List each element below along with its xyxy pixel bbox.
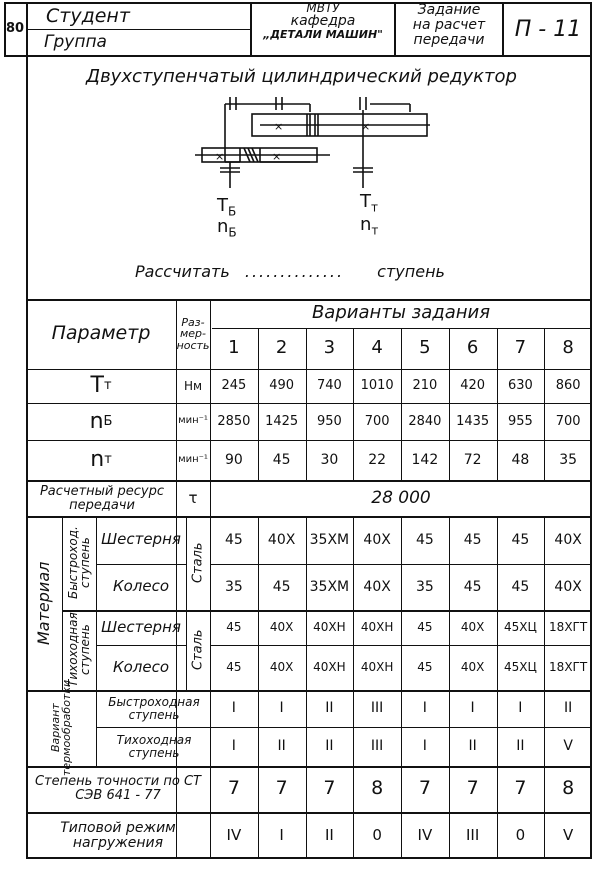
variant-header-7: 7 — [514, 337, 527, 359]
cell-heat-slow-8: V — [563, 738, 573, 755]
cell-tt-5: 210 — [412, 378, 438, 394]
cell-mode-7: 0 — [515, 825, 526, 844]
slow-gear-label: Шестерня — [101, 617, 181, 636]
cell-nb-5: 2840 — [408, 413, 442, 429]
cell-accuracy-3: 7 — [323, 777, 336, 800]
task-line-2: на расчет — [412, 17, 486, 33]
cell-fast-gear-6: 45 — [463, 531, 482, 548]
cell-slow-gear-4: 40ХН — [360, 620, 394, 635]
cell-slow-wheel-7: 45ХЦ — [503, 660, 537, 675]
cell-nb-4: 700 — [364, 413, 390, 429]
cell-tt-2: 490 — [269, 378, 295, 394]
cell-fast-wheel-8: 40Х — [554, 578, 582, 595]
cell-fast-gear-3: 35ХМ — [309, 531, 350, 548]
svg-text:×: × — [215, 150, 225, 163]
stage-label: ступень — [377, 262, 445, 281]
svg-text:×: × — [272, 150, 282, 163]
dept-line-3: „ДЕТАЛИ МАШИН" — [263, 28, 383, 41]
cell-tt-3: 740 — [316, 378, 342, 394]
cell-slow-gear-8: 18ХГТ — [549, 620, 588, 635]
gearbox-schematic — [190, 92, 440, 192]
cell-fast-gear-2: 40Х — [267, 531, 296, 548]
cell-heat-fast-7: I — [518, 700, 523, 717]
cell-heat-slow-4: III — [370, 738, 384, 755]
cell-heat-fast-6: I — [470, 700, 475, 717]
cell-slow-gear-2: 40Х — [269, 620, 294, 635]
cell-fast-gear-8: 40Х — [554, 531, 582, 548]
cell-nt-4: 22 — [368, 451, 387, 468]
cell-mode-8: V — [562, 825, 574, 844]
cell-slow-gear-1: 45 — [226, 620, 242, 635]
cell-nt-7: 48 — [511, 451, 530, 468]
cell-accuracy-5: 7 — [418, 777, 431, 800]
cell-nt-2: 45 — [272, 451, 291, 468]
cell-fast-gear-1: 45 — [224, 531, 243, 548]
department-block — [252, 2, 394, 41]
variant-header-6: 6 — [466, 337, 479, 359]
row-label-tt: T т — [90, 373, 112, 399]
resource-unit: τ — [188, 488, 198, 507]
cell-tt-6: 420 — [460, 378, 486, 394]
slow-wheel-label: Колесо — [112, 657, 170, 676]
cell-nt-6: 72 — [463, 451, 482, 468]
dept-line-1: МВТУ — [306, 1, 340, 15]
cell-heat-slow-3: II — [325, 738, 334, 755]
cell-fast-wheel-7: 45 — [511, 578, 530, 595]
variant-header-5: 5 — [419, 337, 431, 359]
cell-slow-gear-7: 45ХЦ — [503, 620, 537, 635]
param-header: Параметр — [51, 322, 151, 345]
cell-mode-3: II — [324, 825, 334, 844]
fast-stage-label: Быстроход. ступень — [66, 526, 92, 600]
cell-fast-gear-7: 45 — [511, 531, 530, 548]
output-torque-label: $T_т$ — [360, 191, 378, 215]
cell-slow-wheel-4: 40ХН — [360, 660, 394, 675]
heat-slow-label: Тихоходная ступень — [116, 732, 192, 760]
task-block — [396, 3, 502, 48]
cell-tt-7: 630 — [507, 378, 533, 394]
unit-tt: Нм — [183, 378, 203, 393]
variant-header-8: 8 — [562, 337, 574, 359]
cell-heat-fast-3: II — [325, 700, 334, 717]
group-label: Группа — [44, 32, 107, 52]
cell-nb-2: 1425 — [265, 413, 299, 429]
cell-nb-1: 2850 — [217, 413, 251, 429]
cell-heat-fast-1: I — [231, 700, 236, 717]
cell-slow-gear-3: 40ХН — [313, 620, 346, 635]
mode-label: Типовой режим нагружения — [60, 819, 176, 851]
variant-header-2: 2 — [275, 337, 288, 359]
cell-heat-slow-1: I — [231, 738, 236, 755]
input-speed-label: $n_Б$ — [217, 216, 237, 240]
svg-text:×: × — [274, 120, 284, 133]
cell-accuracy-6: 7 — [466, 777, 479, 800]
accuracy-label: Степень точности по СТ СЭВ 641 - 77 — [34, 774, 201, 803]
fast-wheel-label: Колесо — [112, 577, 170, 596]
svg-text:×: × — [361, 120, 371, 133]
output-speed-label: $n_т$ — [360, 214, 379, 238]
cell-heat-slow-6: II — [468, 738, 477, 755]
variant-header-4: 4 — [371, 337, 383, 359]
cell-accuracy-7: 7 — [514, 777, 527, 800]
task-line-3: передачи — [413, 32, 485, 48]
row-label-nt: n т — [90, 447, 112, 473]
dept-line-2: кафедра — [290, 13, 356, 29]
unit-nb: мин⁻¹ — [178, 415, 208, 427]
variant-header-1: 1 — [228, 337, 240, 359]
cell-slow-gear-6: 40Х — [460, 620, 485, 635]
cell-heat-fast-2: I — [279, 700, 284, 717]
student-label: Студент — [46, 5, 130, 27]
cell-slow-wheel-3: 40ХН — [313, 660, 346, 675]
dimension-header: Раз- мер- ность — [176, 315, 210, 352]
cell-fast-wheel-5: 35 — [415, 578, 434, 595]
calc-instruction — [135, 262, 445, 281]
row-label-nb: n Б — [89, 408, 113, 434]
resource-label: Расчетный ресурс передачи — [39, 483, 165, 513]
cell-fast-wheel-1: 35 — [224, 578, 243, 595]
page-number: 80 — [5, 21, 25, 37]
cell-heat-slow-7: II — [516, 738, 525, 755]
cell-heat-fast-4: III — [370, 700, 384, 717]
cell-heat-slow-2: II — [277, 738, 286, 755]
calc-label: Рассчитать — [135, 262, 230, 281]
cell-tt-1: 245 — [221, 378, 247, 394]
task-line-1: Задание — [417, 2, 481, 18]
heat-fast-label: Быстроходная ступень — [108, 694, 200, 722]
cell-accuracy-4: 8 — [371, 777, 384, 800]
cell-fast-wheel-2: 45 — [272, 578, 291, 595]
cell-tt-8: 860 — [555, 378, 581, 394]
cell-slow-wheel-2: 40Х — [269, 660, 294, 675]
cell-nb-7: 955 — [507, 413, 533, 429]
cell-mode-1: IV — [226, 825, 242, 844]
cell-mode-5: IV — [417, 825, 433, 844]
slow-stage-label: Тихоходная ступень — [66, 612, 92, 688]
cell-nt-1: 90 — [224, 451, 243, 468]
cell-slow-wheel-5: 45 — [417, 660, 433, 675]
diagram-title: Двухступенчатый цилиндрический редуктор — [86, 66, 517, 87]
cell-nt-3: 30 — [320, 451, 339, 468]
cell-mode-4: 0 — [372, 825, 382, 844]
cell-fast-gear-5: 45 — [415, 531, 434, 548]
cell-nt-8: 35 — [559, 451, 578, 468]
variants-header: Варианты задания — [311, 302, 491, 324]
cell-accuracy-8: 8 — [562, 777, 575, 800]
resource-value: 28 000 — [371, 487, 431, 508]
cell-heat-fast-8: II — [563, 700, 573, 717]
cell-mode-2: I — [279, 825, 284, 844]
steel-label-fast: Сталь — [190, 542, 206, 584]
cell-nb-8: 700 — [555, 413, 581, 429]
cell-nb-3: 950 — [316, 413, 342, 429]
cell-slow-wheel-6: 40Х — [460, 660, 485, 675]
cell-nt-5: 142 — [411, 451, 439, 468]
material-label: Материал — [34, 561, 53, 645]
input-torque-label: $T_Б$ — [217, 195, 237, 219]
task-code: П - 11 — [514, 16, 582, 42]
unit-nt: мин⁻¹ — [178, 453, 208, 465]
calc-dots: .............. — [244, 262, 345, 281]
steel-label-slow: Сталь — [190, 629, 206, 671]
cell-slow-gear-5: 45 — [417, 620, 433, 635]
cell-slow-wheel-1: 45 — [226, 660, 242, 675]
cell-heat-slow-5: I — [422, 738, 427, 755]
cell-fast-wheel-4: 40Х — [363, 578, 391, 595]
cell-tt-4: 1010 — [360, 378, 394, 394]
cell-accuracy-2: 7 — [275, 777, 288, 800]
cell-slow-wheel-8: 18ХГТ — [549, 660, 588, 675]
cell-mode-6: III — [465, 825, 480, 844]
fast-gear-label: Шестерня — [101, 530, 181, 549]
heat-variant-label: Вариант термообработки — [49, 679, 73, 777]
cell-nb-6: 1435 — [456, 413, 490, 429]
cell-fast-gear-4: 40Х — [363, 531, 391, 548]
variant-header-3: 3 — [323, 337, 336, 359]
cell-fast-wheel-3: 35ХМ — [309, 578, 350, 595]
cell-accuracy-1: 7 — [227, 777, 240, 800]
cell-heat-fast-5: I — [422, 700, 427, 717]
cell-fast-wheel-6: 45 — [463, 578, 482, 595]
